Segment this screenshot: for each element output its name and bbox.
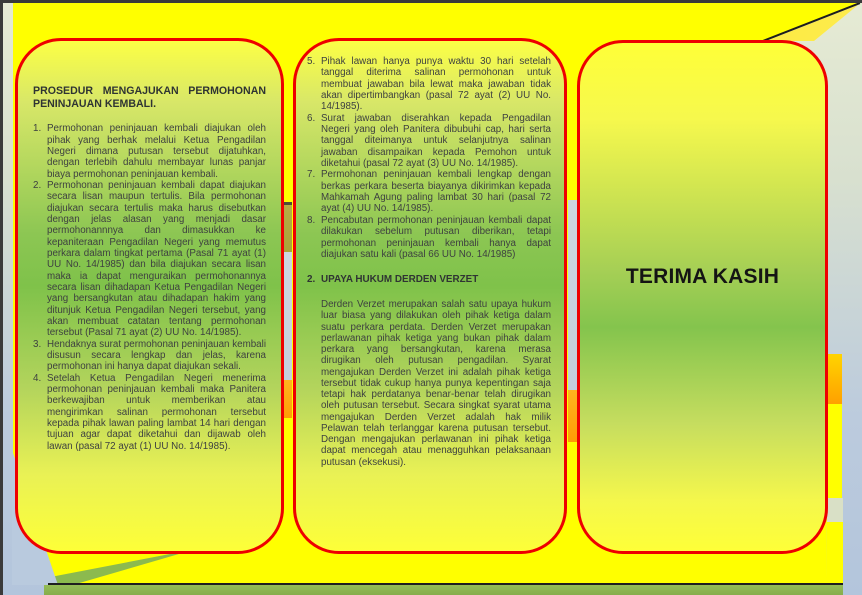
item-text: Permohonan peninjauan kembali diajukan oleh pihak yang berhak melalui Ketua Pengadilan Negeri dimana putusan tersebut dijatuhkan, dengan terlebih dahulu membayar lunas panjar biaya permohonan peninjauan kembali. [47, 123, 266, 180]
list-item [33, 373, 266, 452]
section-title: UPAYA HUKUM DERDEN VERZET [321, 274, 479, 286]
item-text: Pihak lawan hanya punya waktu 30 hari setelah tanggal diterima salinan permohonan untuk membuat jawaban bila lewat maka jawaban tidak akan dipertimbangkan (pasal 72 ayat (2) UU No. 14/1985). [321, 56, 551, 113]
item-number: 7. [307, 169, 316, 181]
item-number: 6. [307, 112, 316, 124]
panel-lanjutan [293, 38, 567, 554]
edge-accent-yellow [827, 522, 843, 584]
item-number: 2. [33, 179, 42, 191]
item-number: 1. [33, 123, 42, 135]
item-number: 8. [307, 214, 316, 226]
list-item [33, 123, 266, 180]
list-item [307, 56, 551, 113]
bottom-green-strip [44, 585, 843, 595]
panel-prosedur [15, 38, 284, 554]
item-number: 5. [307, 56, 316, 67]
thank-you-text: TERIMA KASIH [625, 265, 780, 288]
list-item [33, 180, 266, 339]
section-heading [307, 274, 551, 286]
slide-left-border [0, 0, 3, 595]
panel-terima-kasih [577, 40, 828, 554]
bottom-divider-line [48, 583, 843, 585]
item-text: Permohonan peninjauan kembali dapat diajukan secara lisan maupun tertulis. Bila permohonan diajukan secara tertulis maka harus disebutkan dengan jelas alasan yang menjadi dasar permohonannnya dan dimasukkan ke kepaniteraan Pengadilan Negeri yang memutus perkara dalam tingkat pertama (Pasal 71 ayat (1) UU No. 14/1985) dan bila diajukan secara lisan maka ia dapat menguraikan permohonannya secara lisan dihadapan Ketua Pengadilan Negeri yang bersangkutan atau dihadapan hakim yang ditunjuk Ketua Pengadilan Negeri tersebut, yang akan membuat catatan tentang permohonan tersebut (Pasal 71 ayat (2) UU No. 14/1985). [47, 179, 266, 339]
slide-top-border [0, 0, 862, 3]
list-item [307, 113, 551, 170]
item-text: Setelah Ketua Pengadilan Negeri menerima permohonan peninjauan kembali maka Panitera berkewajiban untuk memberikan atau mengirimkan salinan permohonan tersebut kepada pihak lawan paling lambat 14 hari dengan tujuan agar dapat diketahui dan dijawab oleh lawan (pasal 72 ayat (1) UU No. 14/1985). [47, 372, 266, 452]
item-text: Permohonan peninjauan kembali lengkap dengan berkas perkara beserta biayanya dikirimkan kepada Mahkamah Agung paling lambat 30 hari (pasal 72 ayat (4) UU No. 14/1985). [321, 169, 551, 215]
list-item [33, 339, 266, 373]
numbered-list [33, 123, 266, 452]
item-number: 4. [33, 372, 42, 384]
edge-accent-orange [827, 354, 842, 404]
edge-accent-pale-wedge [827, 498, 843, 522]
item-number: 3. [33, 338, 42, 350]
edge-accent-yellow [827, 404, 842, 498]
item-text: Surat jawaban diserahkan kepada Pengadilan Negeri yang oleh Panitera dibubuhi cap, hari serta tanggal diteimanya untuk selanjutnya salinan jawaban disampaikan kepada Pemohon untuk diketahui (pasal 72 ayat (3) UU No. 14/1985). [321, 112, 551, 170]
list-item [307, 169, 551, 214]
numbered-list [307, 56, 551, 260]
section-number: 2. [307, 274, 316, 286]
item-text: Hendaknya surat permohonan peninjauan kembali disusun secara lengkap dan jelas, karena permohonan ini hanya dapat diajukan sekali. [47, 338, 266, 373]
item-text: Pencabutan permohonan peninjauan kembali dapat dilakukan sebelum putusan diberikan, tetapi permohonan peninjauan kembali hanya dapat diajukan satu kali (pasal 66 UU No. 14/1985) [321, 214, 551, 260]
section-paragraph: Derden Verzet merupakan salah satu upaya hukum luar biasa yang dilakukan oleh pihak ketiga dalam suatu perkara perdata. Derden Verzet merupakan perlawanan pihak ketiga yang bukan pihak dalam perkara yang bersangkutan, karena merasa dirugikan oleh putusan pengadilan. Syarat mengajukan Derden Verzet ini adalah pihak ketiga tersebut tidak cukup hanya punya kepentingan saja tetapi hak perdatanya benar-benar telah dirugikan oleh putusan tersebut. Secara singkat syarat utama mengajukan Derden Verzet adalah hak milik Pelawan telah terlanggar karena putusan tersebut. Dengan mengajukan perlawanan ini pihak ketiga dapat mencegah atau menagguhkan pelaksanaan putusan (eksekusi). [321, 299, 551, 468]
panel-title: PROSEDUR MENGAJUKAN PERMOHONAN PENINJAUAN KEMBALI. [33, 85, 266, 110]
list-item [307, 215, 551, 260]
